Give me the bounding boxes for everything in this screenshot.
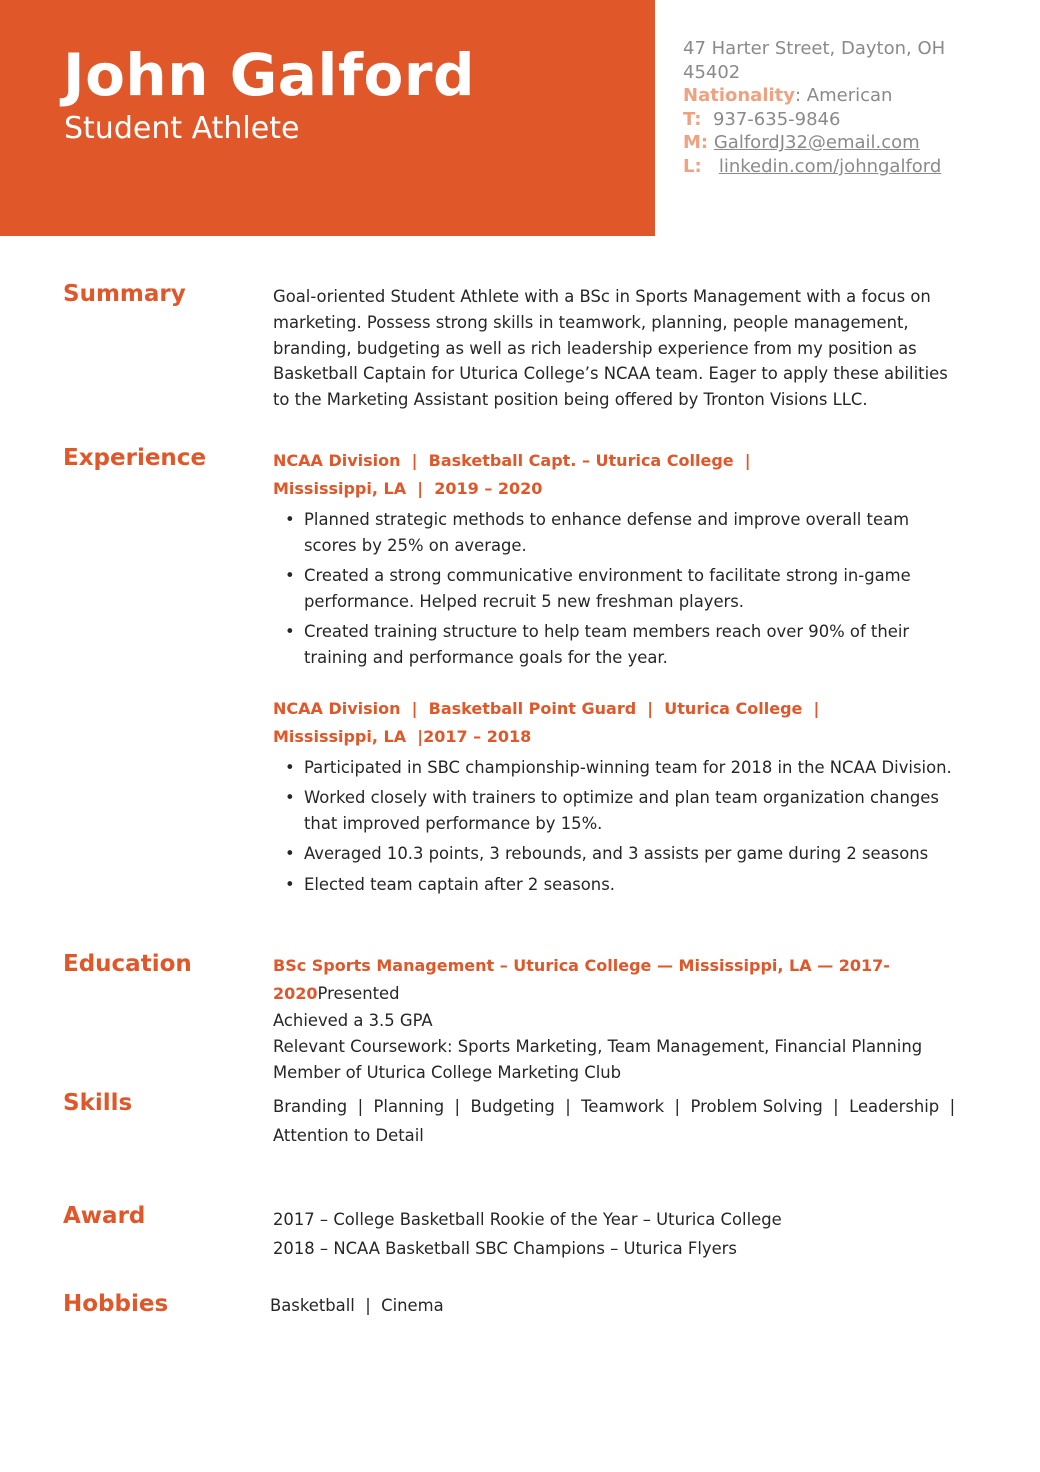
linkedin-label: L:	[683, 155, 702, 177]
skills-line: Attention to Detail	[273, 1126, 424, 1145]
phone-label: T:	[683, 108, 702, 130]
address-line: 47 Harter Street, Dayton, OH	[683, 38, 946, 59]
linkedin-row	[683, 155, 1023, 179]
job-title-line: NCAA Division | Basketball Point Guard | Uturica College |	[273, 699, 820, 718]
bullet-item: • Planned strategic methods to enhance defense and improve overall team scores by 25% on average.	[273, 507, 985, 559]
job-title-line: NCAA Division | Basketball Capt. – Uturica College |	[273, 451, 751, 470]
degree-title: BSc Sports Management – Uturica College — Mississippi, LA — 2017-2020	[273, 956, 890, 1003]
summary-line: marketing. Possess strong skills in teamwork, planning, people management,	[273, 312, 909, 332]
education-line: Relevant Coursework: Sports Marketing, Team Management, Financial Planning	[273, 1037, 923, 1056]
education-line: Achieved a 3.5 GPA	[273, 1011, 433, 1030]
section-hobbies-heading: Hobbies	[63, 1291, 169, 1317]
award-item: 2018 – NCAA Basketball SBC Champions – Uturica Flyers	[273, 1239, 737, 1258]
candidate-name: John Galford	[63, 41, 476, 109]
skills-line: Branding | Planning | Budgeting | Teamwork | Problem Solving | Leadership |	[273, 1097, 956, 1116]
email-link[interactable]: GalfordJ32@email.com	[713, 132, 920, 154]
section-award-heading: Award	[63, 1203, 146, 1229]
bullet-item: • Participated in SBC championship-winning team for 2018 in the NCAA Division.	[273, 755, 985, 781]
phone-value: 937-635-9846	[712, 108, 841, 130]
phone-row	[683, 108, 1023, 132]
nationality-row	[683, 84, 1023, 108]
degree-suffix: Presented	[317, 984, 400, 1003]
contact-block	[683, 37, 1023, 179]
job-bullets	[273, 755, 985, 897]
education-title	[273, 952, 985, 1008]
header-banner	[0, 0, 655, 236]
nationality-value: : American	[795, 85, 893, 107]
skills-list	[273, 1092, 985, 1150]
candidate-title: Student Athlete	[64, 111, 300, 146]
experience-entry	[273, 695, 985, 902]
job-title-line: Mississippi, LA | 2019 – 2020	[273, 479, 543, 498]
bullet-item: • Elected team captain after 2 seasons.	[273, 872, 985, 898]
linkedin-link[interactable]: linkedin.com/johngalford	[718, 155, 942, 177]
job-title-line: Mississippi, LA |2017 – 2018	[273, 727, 532, 746]
bullet-item: • Averaged 10.3 points, 3 rebounds, and 3 assists per game during 2 seasons	[273, 841, 985, 867]
summary-text	[273, 284, 985, 413]
experience-entry	[273, 447, 985, 675]
hobbies-text: Basketball | Cinema	[270, 1296, 444, 1315]
bullet-item: • Created training structure to help team members reach over 90% of their training and performance goals for the year.	[273, 619, 985, 671]
section-education-heading: Education	[63, 951, 192, 977]
nationality-label: Nationality	[683, 85, 795, 107]
award-item: 2017 – College Basketball Rookie of the Year – Uturica College	[273, 1210, 782, 1229]
summary-line: to the Marketing Assistant position being offered by Tronton Visions LLC.	[273, 390, 868, 410]
summary-line: Basketball Captain for Uturica College’s NCAA team. Eager to apply these abilities	[273, 364, 948, 384]
email-label: M:	[683, 132, 709, 154]
summary-line: branding, budgeting as well as rich leadership experience from my position as	[273, 338, 917, 358]
bullet-item: • Worked closely with trainers to optimize and plan team organization changes that improved performance by 15%.	[273, 785, 985, 837]
award-list	[273, 1205, 985, 1263]
section-experience-heading: Experience	[63, 445, 207, 471]
section-summary-heading: Summary	[63, 281, 186, 307]
bullet-item: • Created a strong communicative environment to facilitate strong in-game performance. Helped recruit 5 new freshman players.	[273, 563, 985, 615]
email-row	[683, 131, 1023, 155]
education-entry	[273, 952, 985, 1086]
address-zip: 45402	[683, 61, 741, 83]
education-line: Member of Uturica College Marketing Club	[273, 1063, 622, 1082]
job-bullets	[273, 507, 985, 671]
section-skills-heading: Skills	[63, 1090, 133, 1116]
summary-line: Goal-oriented Student Athlete with a BSc in Sports Management with a focus on	[273, 287, 931, 306]
